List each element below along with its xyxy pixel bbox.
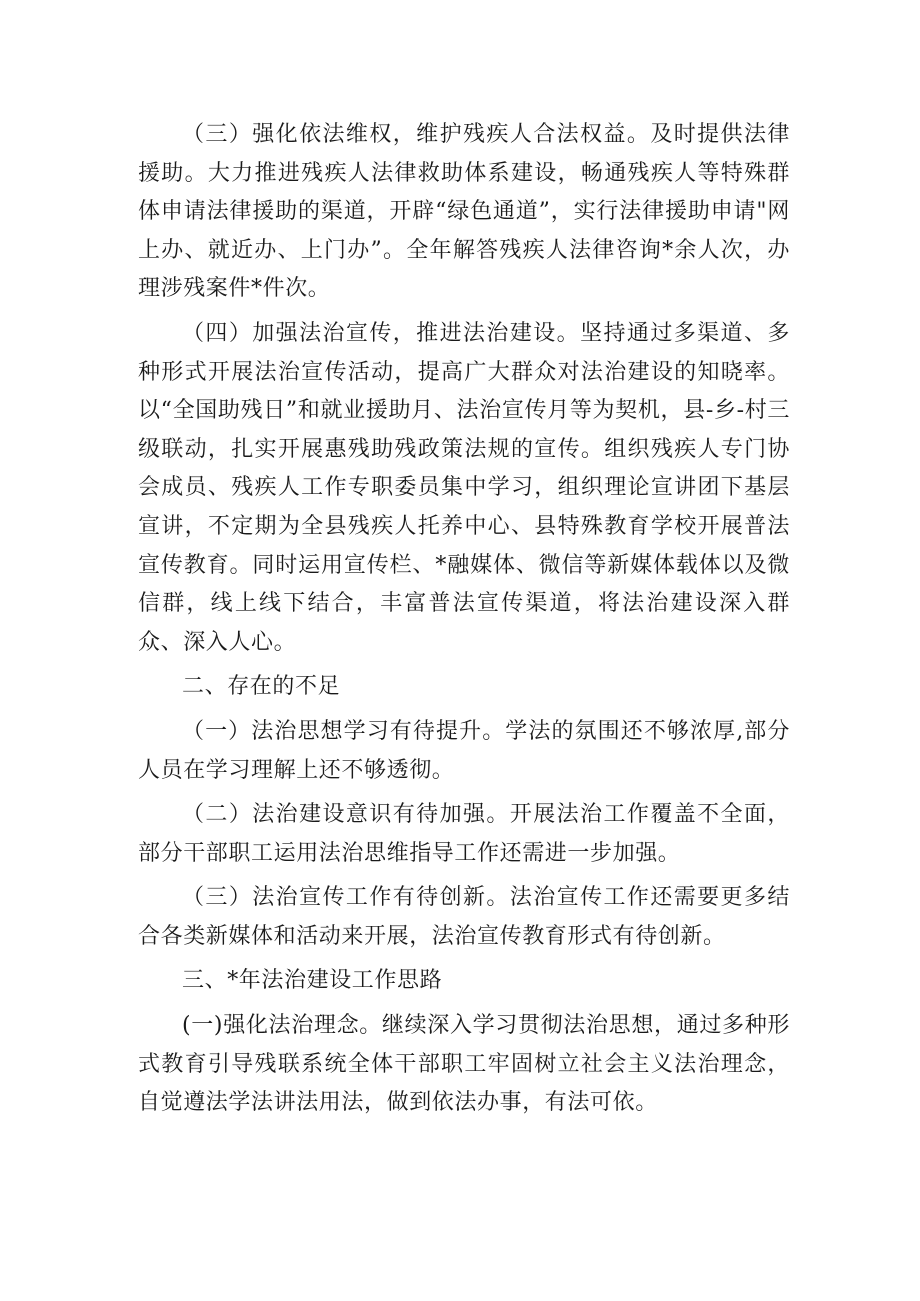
paragraph-shortcoming-publicity: （三）法治宣传工作有待创新。法治宣传工作还需要更多结合各类新媒体和活动来开展，法治宣传教育形式有待创新。 xyxy=(138,885,790,949)
section-heading-work-plan: 三、*年法治建设工作思路 xyxy=(182,968,443,994)
paragraph-legal-publicity: （四）加强法治宣传，推进法治建设。坚持通过多渠道、多种形式开展法治宣传活动，提高广大群众对法治建设的知晓率。以“全国助残日”和就业援助月、法治宣传月等为契机，县-乡-村三级联动，扎实开展惠残助残政策法规的宣传。组织残疾人专门协会成员、残疾人工作专职委员集中学习，组织理论宣讲团下基层宣讲，不定期为全县残疾人托养中心、县特殊教育学校开展普法宣传教育。同时运用宣传栏、*融媒体、微信等新媒体载体以及微信群，线上线下结合，丰富普法宣传渠道，将法治建设深入群众、深入人心。 xyxy=(138,320,790,655)
paragraph-shortcoming-study: （一）法治思想学习有待提升。学法的氛围还不够浓厚,部分人员在学习理解上还不够透彻。 xyxy=(138,718,790,783)
paragraph-shortcoming-awareness: （二）法治建设意识有待加强。开展法治工作覆盖不全面，部分干部职工运用法治思维指导工作还需进一步加强。 xyxy=(138,802,790,866)
paragraph-legal-rights: （三）强化依法维权，维护残疾人合法权益。及时提供法律援助。大力推进残疾人法律救助体系建设，畅通残疾人等特殊群体申请法律援助的渠道，开辟“绿色通道”，实行法律援助申请"网上办、就近办、上门办”。全年解答残疾人法律咨询*余人次，办理涉残案件*件次。 xyxy=(138,122,790,302)
section-heading-shortcomings: 二、存在的不足 xyxy=(182,674,341,700)
paragraph-plan-rule-of-law: (一)强化法治理念。继续深入学习贯彻法治思想，通过多种形式教育引导残联系统全体干部职工牢固树立社会主义法治理念，自觉遵法学法讲法用法，做到依法办事，有法可依。 xyxy=(138,1013,790,1116)
document-body xyxy=(138,116,790,1129)
